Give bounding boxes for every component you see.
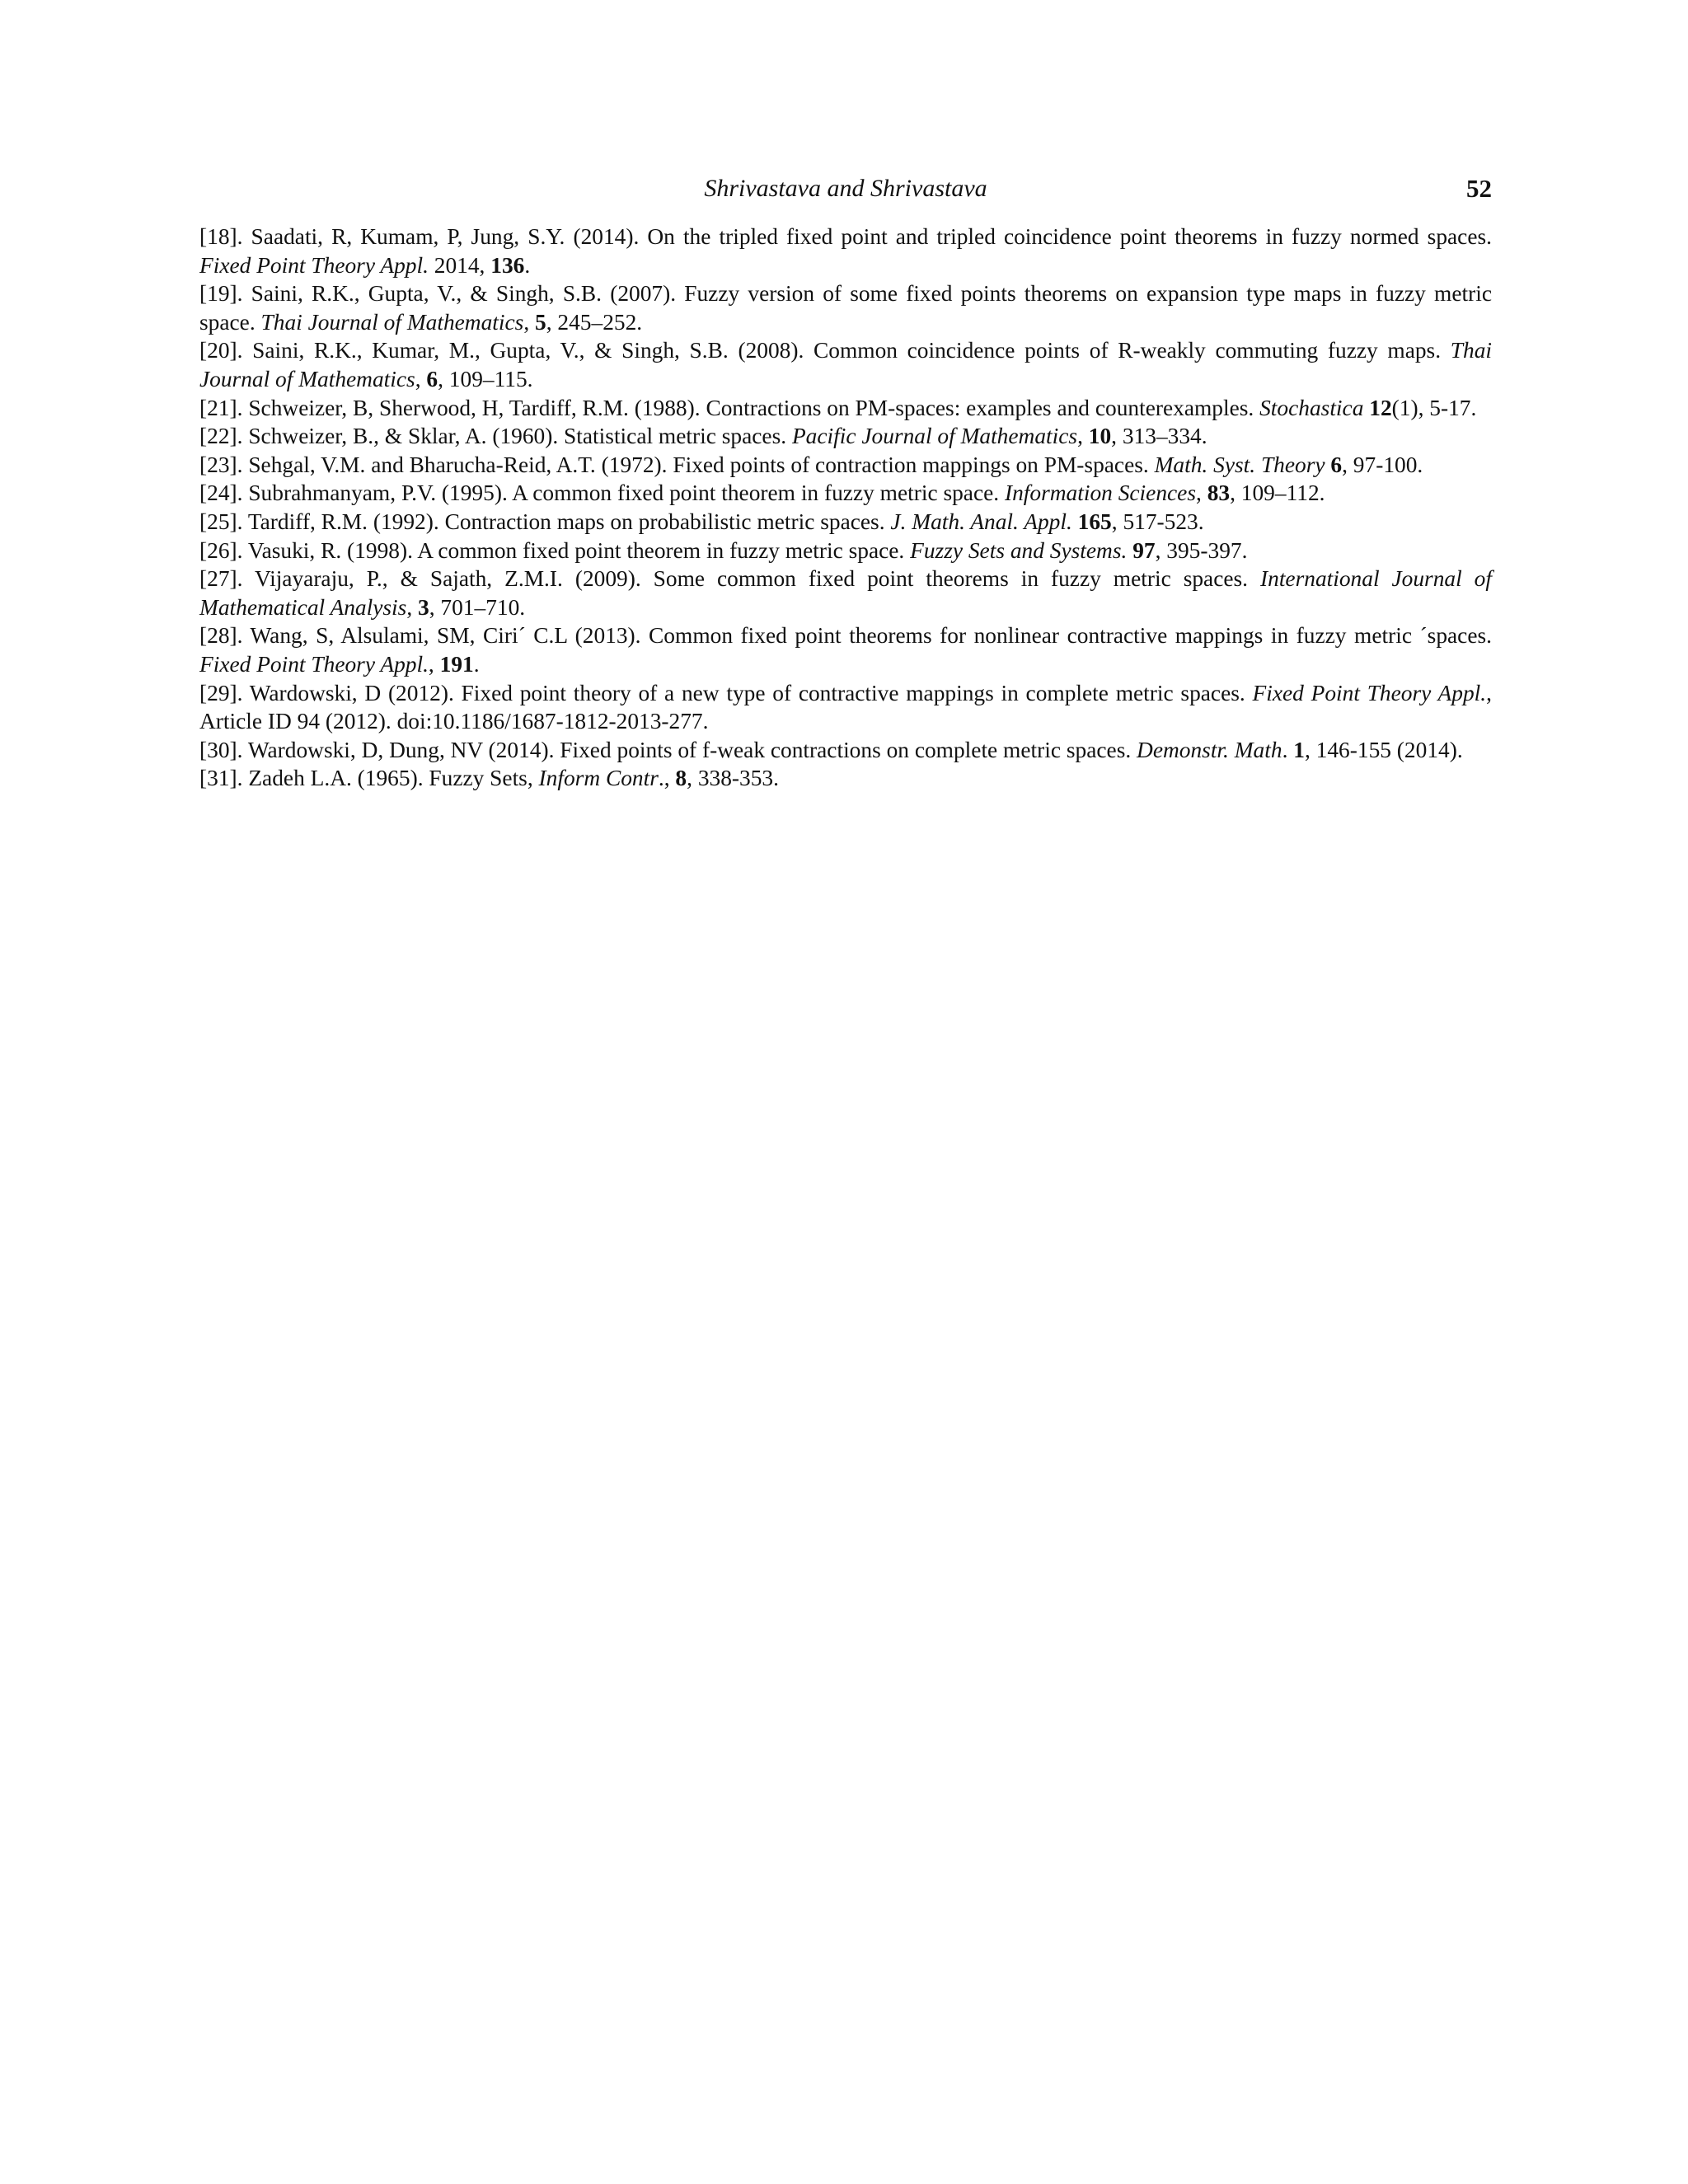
reference-entry (199, 279, 1492, 336)
reference-volume: 83 (1207, 480, 1231, 506)
reference-text: , 701–710. (429, 594, 526, 620)
reference-source: Information Sciences (1004, 480, 1196, 506)
reference-source: International Journal of Mathematical Analysis (199, 566, 1492, 620)
reference-source: Fuzzy Sets and Systems. (910, 537, 1128, 563)
reference-entry (199, 479, 1492, 508)
reference-text: [21]. Schweizer, B, Sherwood, H, Tardiff, R.M. (1988). Contractions on PM-spaces: examples and counterexamples. (199, 395, 1260, 420)
reference-volume: 12 (1369, 395, 1392, 420)
reference-text: . (473, 651, 480, 677)
reference-text: , 109–112. (1230, 480, 1325, 506)
reference-text: . (524, 252, 531, 278)
reference-text: [29]. Wardowski, D (2012). Fixed point theory of a new type of contractive mappings in complete metric spaces. (199, 680, 1253, 705)
reference-text: [26]. Vasuki, R. (1998). A common fixed point theorem in fuzzy metric space. (199, 537, 911, 563)
reference-source: Fixed Point Theory Appl. (1252, 680, 1487, 705)
reference-source: Fixed Point Theory Appl. (199, 252, 429, 278)
reference-entry (199, 336, 1492, 393)
reference-text: , 313–334. (1111, 424, 1207, 449)
reference-text: , 245–252. (546, 309, 643, 335)
reference-source: Inform Contr (538, 766, 659, 791)
reference-text: [25]. Tardiff, R.M. (1992). Contraction maps on probabilistic metric spaces. (199, 509, 891, 534)
reference-volume: 1 (1293, 737, 1305, 762)
reference-volume: 3 (418, 594, 429, 620)
reference-volume: 165 (1077, 509, 1112, 534)
reference-volume: 10 (1088, 424, 1112, 449)
reference-text: [19]. Saini, R.K., Gupta, V., & Singh, S.B. (2007). Fuzzy version of some fixed points theorems on expansion type maps in fuzzy metric space. (199, 281, 1492, 335)
reference-entry (199, 537, 1492, 565)
page-number: 52 (1466, 174, 1492, 203)
reference-source: Math. Syst. Theory (1154, 452, 1325, 477)
reference-entry (199, 422, 1492, 451)
reference-text: [22]. Schweizer, B., & Sklar, A. (1960). Statistical metric spaces. (199, 424, 792, 449)
reference-entry (199, 394, 1492, 423)
reference-text: [24]. Subrahmanyam, P.V. (1995). A common fixed point theorem in fuzzy metric space. (199, 480, 1005, 506)
reference-text: ., (658, 766, 676, 791)
reference-text: , (523, 309, 536, 335)
reference-list (199, 223, 1492, 793)
reference-text: , 338-353. (687, 766, 779, 791)
reference-text: [18]. Saadati, R, Kumam, P, Jung, S.Y. (2014). On the tripled fixed point and tripled coincidence point theorems in fuzzy normed spaces. (199, 224, 1492, 249)
reference-text: , (415, 366, 427, 391)
reference-volume: 6 (1330, 452, 1343, 477)
reference-text: 2014, (428, 252, 491, 278)
reference-text: (1), 5-17. (1391, 395, 1477, 420)
reference-source: Thai Journal of Mathematics (260, 309, 524, 335)
reference-text: [31]. Zadeh L.A. (1965). Fuzzy Sets, (199, 766, 539, 791)
reference-text: , Article ID 94 (2012). doi:10.1186/1687-1812-2013-277. (199, 680, 1492, 734)
reference-source: Stochastica (1259, 395, 1364, 420)
reference-source: Thai Journal of Mathematics (199, 338, 1492, 391)
reference-entry (199, 764, 1492, 793)
reference-entry (199, 621, 1492, 678)
reference-source: Fixed Point Theory Appl. (199, 651, 429, 677)
reference-text: [23]. Sehgal, V.M. and Bharucha-Reid, A.T. (1972). Fixed points of contraction mappings on PM-spaces. (199, 452, 1155, 477)
reference-text: [30]. Wardowski, D, Dung, NV (2014). Fixed points of f-weak contractions on complete metric spaces. (199, 737, 1137, 762)
reference-text (1072, 509, 1078, 534)
reference-text: , 395-397. (1155, 537, 1248, 563)
reference-text: [20]. Saini, R.K., Kumar, M., Gupta, V., & Singh, S.B. (2008). Common coincidence points of R-weakly commuting fuzzy maps. (199, 338, 1451, 363)
reference-volume: 6 (426, 366, 438, 391)
running-header (199, 170, 1492, 208)
reference-source: J. Math. Anal. Appl. (890, 509, 1072, 534)
reference-text: . (1282, 737, 1294, 762)
running-title: Shrivastava and Shrivastava (704, 175, 987, 202)
reference-text: , 109–115. (438, 366, 533, 391)
reference-source: Demonstr. Math (1137, 737, 1282, 762)
reference-text: [27]. Vijayaraju, P., & Sajath, Z.M.I. (2009). Some common fixed point theorems in fuzzy metric spaces. (199, 566, 1260, 592)
reference-text: , (1077, 424, 1089, 449)
reference-text: , 97-100. (1342, 452, 1423, 477)
reference-entry (199, 223, 1492, 279)
reference-entry (199, 508, 1492, 537)
reference-text: , 517-523. (1111, 509, 1204, 534)
reference-source: Pacific Journal of Mathematics (791, 424, 1078, 449)
reference-volume: 136 (490, 252, 525, 278)
reference-text: , (406, 594, 419, 620)
reference-entry (199, 451, 1492, 480)
reference-volume: 5 (535, 309, 546, 335)
reference-volume: 191 (439, 651, 474, 677)
reference-text: , (428, 651, 440, 677)
reference-entry (199, 736, 1492, 765)
reference-text: , 146-155 (2014). (1304, 737, 1463, 762)
reference-entry (199, 679, 1492, 736)
reference-text: [28]. Wang, S, Alsulami, SM, Ciri´ C.L (2013). Common fixed point theorems for nonlinear contractive mappings in fuzzy metric ´spaces. (199, 623, 1492, 649)
reference-volume: 8 (675, 766, 687, 791)
reference-entry (199, 565, 1492, 621)
reference-volume: 97 (1132, 537, 1156, 563)
reference-text: , (1196, 480, 1207, 506)
